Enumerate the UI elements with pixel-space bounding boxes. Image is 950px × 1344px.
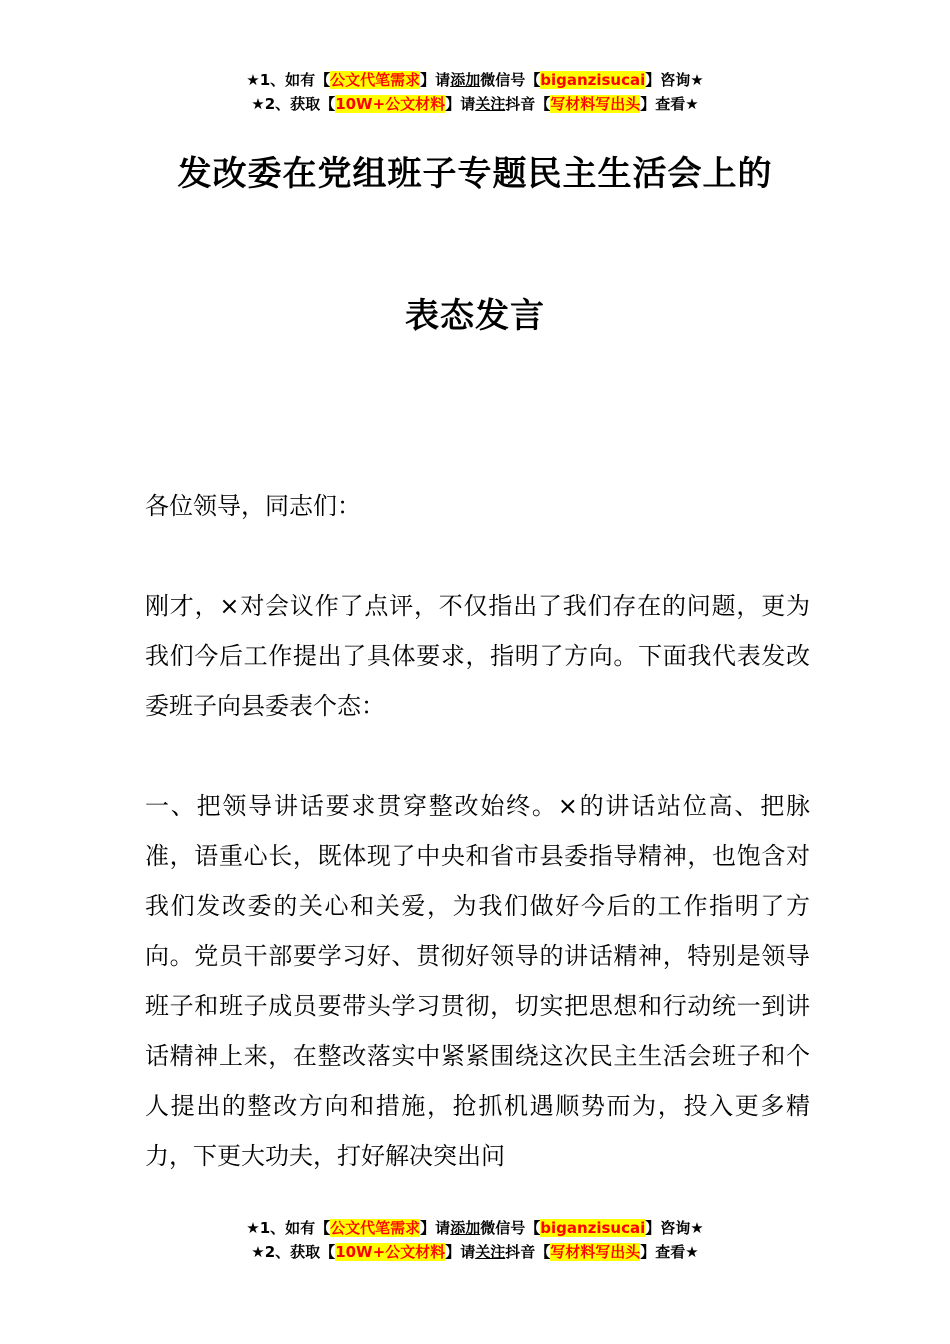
document-title-line-2: 表态发言 bbox=[405, 296, 545, 336]
banner-highlight: 写材料写出头 bbox=[550, 1243, 641, 1261]
greeting: 各位领导，同志们： bbox=[145, 492, 361, 520]
paragraph-1: 刚才，×对会议作了点评，不仅指出了我们存在的问题，更为我们今后工作提出了具体要求，指明了方向。下面我代表发改委班子向县委表个态： bbox=[145, 592, 810, 720]
banner-text: ★2、获取【 bbox=[251, 95, 336, 113]
banner-text: 】请 bbox=[445, 1243, 476, 1261]
banner-highlight: 10W+公文材料 bbox=[335, 1243, 446, 1261]
banner-highlight: 写材料写出头 bbox=[550, 95, 641, 113]
banner-text: 】请 bbox=[445, 95, 476, 113]
banner-highlight: 公文代笔需求 bbox=[330, 1219, 421, 1237]
banner-text: ★2、获取【 bbox=[251, 1243, 336, 1261]
document-title-line-1: 发改委在党组班子专题民主生活会上的 bbox=[177, 154, 773, 194]
banner-text: 微信号【 bbox=[480, 71, 541, 89]
footer-banner bbox=[0, 1216, 950, 1264]
banner-underline: 关注 bbox=[475, 1243, 506, 1261]
banner-line-2 bbox=[0, 1240, 950, 1264]
header-banner bbox=[0, 68, 950, 116]
banner-text: ★1、如有【 bbox=[246, 71, 331, 89]
banner-text: 抖音【 bbox=[505, 1243, 551, 1261]
banner-text: ★1、如有【 bbox=[246, 1219, 331, 1237]
banner-text: 】请 bbox=[420, 1219, 451, 1237]
banner-underline: 添加 bbox=[450, 1219, 481, 1237]
banner-underline: 关注 bbox=[475, 95, 506, 113]
banner-line-1 bbox=[0, 68, 950, 92]
banner-highlight: 公文代笔需求 bbox=[330, 71, 421, 89]
banner-text: 】请 bbox=[420, 71, 451, 89]
banner-line-1 bbox=[0, 1216, 950, 1240]
banner-text: 】咨询★ bbox=[645, 1219, 704, 1237]
banner-highlight: biganzisucai bbox=[540, 1219, 646, 1237]
banner-line-2 bbox=[0, 92, 950, 116]
banner-text: 】查看★ bbox=[640, 1243, 699, 1261]
banner-text: 】查看★ bbox=[640, 95, 699, 113]
banner-text: 抖音【 bbox=[505, 95, 551, 113]
banner-text: 】咨询★ bbox=[645, 71, 704, 89]
banner-highlight: biganzisucai bbox=[540, 71, 646, 89]
banner-highlight: 10W+公文材料 bbox=[335, 95, 446, 113]
paragraph-2: 一、把领导讲话要求贯穿整改始终。×的讲话站位高、把脉准，语重心长，既体现了中央和省市县委指导精神，也饱含对我们发改委的关心和关爱，为我们做好今后的工作指明了方向。党员干部要学习好、贯彻好领导的讲话精神，特别是领导班子和班子成员要带头学习贯彻，切实把思想和行动统一到讲话精神上来，在整改落实中紧紧围绕这次民主生活会班子和个人提出的整改方向和措施，抢抓机遇顺势而为，投入更多精力，下更大功夫，打好解决突出问 bbox=[145, 792, 810, 1170]
banner-underline: 添加 bbox=[450, 71, 481, 89]
banner-text: 微信号【 bbox=[480, 1219, 541, 1237]
